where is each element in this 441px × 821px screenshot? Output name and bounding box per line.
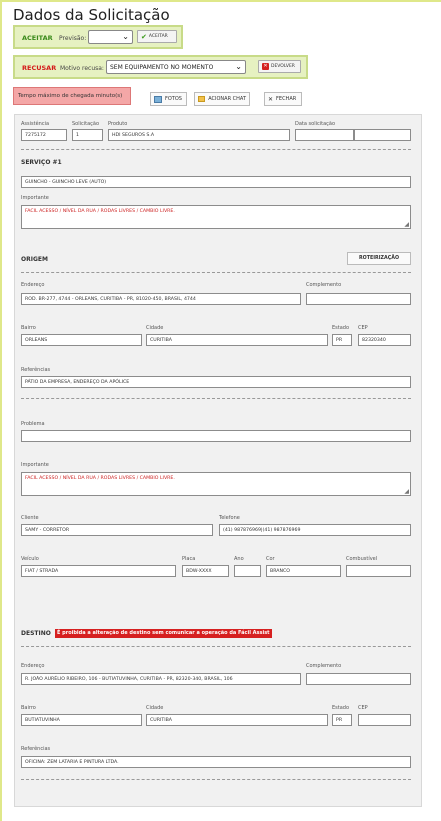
combustivel-label: Combustível: [346, 556, 378, 562]
close-button[interactable]: [264, 92, 302, 106]
origin-estado-label: Estado: [332, 325, 350, 331]
resize-grip-icon: ◢: [404, 221, 409, 228]
x-icon: ✕: [263, 63, 268, 69]
origin-referencias-field[interactable]: PÁTIO DA EMPRESA, ENDEREÇO DA APÓLICE: [21, 376, 411, 388]
combustivel-field[interactable]: [346, 565, 411, 577]
divider: [21, 149, 411, 150]
data-solicitacao-label: Data solicitação: [295, 121, 336, 127]
destination-complemento-label: Complemento: [306, 663, 342, 669]
veiculo-label: Veículo: [21, 556, 39, 562]
problema-label: Problema: [21, 421, 45, 427]
service-importante-label: Importante: [21, 195, 49, 201]
divider: [21, 779, 411, 780]
accept-label: ACEITAR: [22, 34, 53, 42]
data-solicitacao-field[interactable]: [295, 129, 354, 141]
origin-bairro-label: Bairro: [21, 325, 36, 331]
details-importante-textarea[interactable]: FACIL ACESSO / NÍVEL DA RUA / RODAS LIVRES / CAMBIO LIVRE. ◢: [21, 472, 411, 496]
destination-cep-field[interactable]: [358, 714, 411, 726]
chat-button-label: ACIONAR CHAT: [208, 96, 246, 102]
destination-referencias-field[interactable]: OFICINA: ZEM LATARIA E PINTURA LTDA.: [21, 756, 411, 768]
accept-button-label: ACEITAR: [148, 34, 168, 39]
origin-endereco-field[interactable]: ROD. BR-277, 4744 - ORLEANS, CURITIBA - PR, 81020-450, BRASIL, 4744: [21, 293, 301, 305]
destination-cidade-label: Cidade: [146, 705, 164, 711]
route-button[interactable]: ROTEIRIZAÇÃO: [347, 252, 411, 265]
motivo-label: Motivo recusa:: [60, 65, 104, 72]
cliente-field[interactable]: SAMY - CORRETOR: [21, 524, 213, 536]
photos-button-label: FOTOS: [165, 96, 182, 102]
page-title: Dados da Solicitação: [13, 6, 170, 24]
cor-label: Cor: [266, 556, 275, 562]
service-heading: SERVIÇO #1: [21, 159, 62, 166]
destination-heading: DESTINO: [21, 630, 51, 637]
destination-cidade-field[interactable]: CURITIBA: [146, 714, 328, 726]
origin-heading: ORIGEM: [21, 256, 48, 263]
origin-cidade-field[interactable]: CURITIBA: [146, 334, 328, 346]
destination-complemento-field[interactable]: [306, 673, 411, 685]
chevron-down-icon: ⌄: [235, 62, 242, 71]
return-button[interactable]: [258, 60, 301, 73]
origin-referencias-label: Referências: [21, 367, 51, 373]
destination-bairro-label: Bairro: [21, 705, 36, 711]
refuse-label: RECUSAR: [22, 64, 57, 72]
solicitacao-field[interactable]: 1: [72, 129, 103, 141]
placa-label: Placa: [182, 556, 196, 562]
cliente-label: Cliente: [21, 515, 39, 521]
chat-button[interactable]: [194, 92, 250, 106]
destination-warning-badge: É proibida a alteração de destino sem comunicar a operação da Fácil Assist: [57, 630, 270, 636]
hora-solicitacao-field[interactable]: [354, 129, 411, 141]
arrival-time-badge: Tempo máximo de chegada minuto(s): [13, 87, 131, 105]
service-importante-textarea[interactable]: FACIL ACESSO / NÍVEL DA RUA / RODAS LIVRES / CAMBIO LIVRE. ◢: [21, 205, 411, 229]
origin-complemento-field[interactable]: [306, 293, 411, 305]
destination-bairro-field[interactable]: BUTIATUVINHA: [21, 714, 142, 726]
assistencia-field[interactable]: 7275172: [21, 129, 67, 141]
telefone-label: Telefone: [219, 515, 240, 521]
ano-field[interactable]: [234, 565, 261, 577]
origin-endereco-label: Endereço: [21, 282, 45, 288]
destination-endereco-label: Endereço: [21, 663, 45, 669]
refuse-panel: [13, 55, 308, 79]
previsao-label: Previsão:: [59, 35, 87, 42]
window-top-border: [0, 0, 441, 2]
problema-field[interactable]: [21, 430, 411, 442]
previsao-select[interactable]: [88, 30, 133, 44]
motivo-select[interactable]: SEM EQUIPAMENTO NO MOMENTO ⌄: [106, 60, 246, 74]
divider: [21, 272, 411, 273]
close-icon: ✕: [268, 95, 274, 103]
chevron-down-icon: ⌄: [122, 32, 129, 41]
close-button-label: FECHAR: [276, 96, 297, 102]
destination-estado-field[interactable]: PR: [332, 714, 352, 726]
destination-cep-label: CEP: [358, 705, 368, 711]
resize-grip-icon: ◢: [404, 488, 409, 495]
chat-icon: [198, 96, 205, 102]
divider: [21, 646, 411, 647]
origin-complemento-label: Complemento: [306, 282, 342, 288]
accept-panel: [13, 25, 183, 49]
produto-label: Produto: [108, 121, 128, 127]
origin-cidade-label: Cidade: [146, 325, 164, 331]
destination-referencias-label: Referências: [21, 746, 51, 752]
telefone-field[interactable]: (41) 987876969|(41) 987876969: [219, 524, 411, 536]
details-importante-label: Importante: [21, 462, 49, 468]
origin-cep-field[interactable]: 82320340: [358, 334, 411, 346]
photos-button[interactable]: [150, 92, 187, 106]
service-type-field[interactable]: GUINCHO - GUINCHO LEVE (AUTO): [21, 176, 411, 188]
produto-field[interactable]: HDI SEGUROS S.A: [108, 129, 290, 141]
return-button-label: DEVOLVER: [271, 64, 295, 69]
destination-endereco-field[interactable]: R. JOÃO AURÉLIO RIBEIRO, 106 - BUTIATUVINHA, CURITIBA - PR, 82320-340, BRASIL, 106: [21, 673, 301, 685]
divider: [21, 398, 411, 399]
origin-estado-field[interactable]: PR: [332, 334, 352, 346]
cor-field[interactable]: BRANCO: [266, 565, 341, 577]
photo-icon: [154, 96, 162, 103]
check-icon: ✔: [141, 32, 147, 41]
origin-bairro-field[interactable]: ORLEANS: [21, 334, 142, 346]
veiculo-field[interactable]: FIAT / STRADA: [21, 565, 176, 577]
placa-field[interactable]: BDW-XXXX: [182, 565, 229, 577]
ano-label: Ano: [234, 556, 244, 562]
solicitacao-label: Solicitação: [72, 121, 100, 127]
accept-button[interactable]: [137, 30, 177, 43]
assistencia-label: Assistência: [21, 121, 50, 127]
destination-estado-label: Estado: [332, 705, 350, 711]
origin-cep-label: CEP: [358, 325, 368, 331]
window-left-border: [0, 0, 2, 821]
